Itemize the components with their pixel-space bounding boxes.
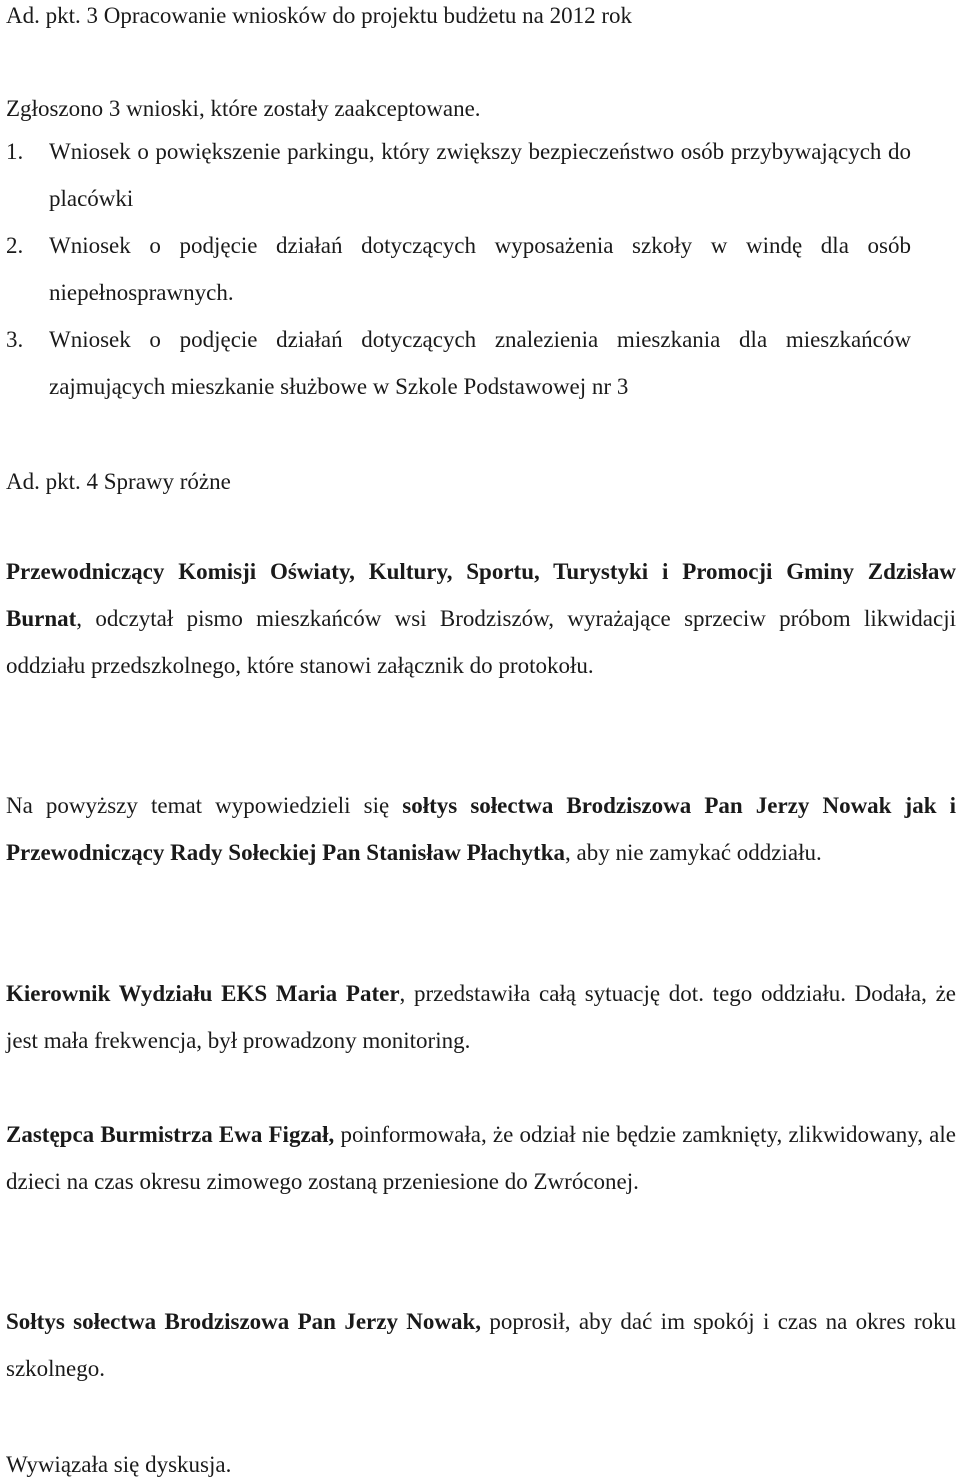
paragraph-deputy-mayor — [6, 1111, 956, 1205]
paragraph-discussion — [6, 782, 956, 876]
list-item-number: 3. — [6, 327, 24, 352]
paragraph-text: poprosił, aby dać im spokój i czas na okres roku szkolnego. — [6, 1309, 956, 1381]
list-item-text: Wniosek o podjęcie działań dotyczących znalezienia mieszkania dla mieszkańców zajmujących mieszkanie służbowe w Szkole Podstawowej nr 3 — [49, 327, 911, 399]
speaker-name: sołtys sołectwa Brodziszowa Pan Jerzy Nowak jak i Przewodniczący Rady Sołeckiej Pan Stanisław Płachytka — [6, 793, 956, 865]
list-item — [6, 222, 911, 316]
speaker-name: Przewodniczący Komisji Oświaty, Kultury, Sportu, Turystyki i Promocji Gminy Zdzisław Burnat — [6, 559, 956, 631]
paragraph-village-head — [6, 1298, 956, 1392]
paragraph-reading-letter — [6, 548, 956, 689]
paragraph-lead: Na powyższy temat wypowiedzieli się — [6, 793, 403, 818]
list-item-text: Wniosek o podjęcie działań dotyczących wyposażenia szkoły w windę dla osób niepełnosprawnych. — [49, 233, 911, 305]
list-item-text: Wniosek o powiększenie parkingu, który zwiększy bezpieczeństwo osób przybywających do placówki — [49, 139, 911, 211]
list-item — [6, 316, 911, 410]
section4-heading-prefix: Ad. pkt. 4 — [6, 469, 104, 494]
speaker-name: Kierownik Wydziału EKS Maria Pater — [6, 981, 400, 1006]
paragraph-text: , odczytał pismo mieszkańców wsi Brodziszów, wyrażające sprzeciw próbom likwidacji oddziału przedszkolnego, które stanowi załącznik do protokołu. — [6, 606, 956, 678]
section3-heading: Ad. pkt. 3 Opracowanie wniosków do projektu budżetu na 2012 rok — [6, 3, 632, 28]
list-item-number: 2. — [6, 233, 24, 258]
paragraph-closing: Wywiązała się dyskusja. — [6, 1452, 232, 1477]
list-item-number: 1. — [6, 139, 24, 164]
paragraph-department-head — [6, 970, 956, 1064]
paragraph-text: , aby nie zamykać oddziału. — [565, 840, 822, 865]
section3-intro: Zgłoszono 3 wnioski, które zostały zaakceptowane. — [6, 96, 481, 121]
paragraph-text: poinformowała, że odział nie będzie zamknięty, zlikwidowany, ale dzieci na czas okresu zimowego zostaną przeniesione do Zwróconej. — [6, 1122, 956, 1194]
speaker-name: Zastępca Burmistrza Ewa Figzał, — [6, 1122, 335, 1147]
section4-heading-title: Sprawy różne — [103, 469, 231, 494]
paragraph-text: , przedstawiła całą sytuację dot. tego oddziału. Dodała, że jest mała frekwencja, był prowadzony monitoring. — [6, 981, 956, 1053]
list-item — [6, 128, 911, 222]
proposals-list — [6, 128, 911, 410]
speaker-name: Sołtys sołectwa Brodziszowa Pan Jerzy Nowak, — [6, 1309, 482, 1334]
section4-heading — [6, 470, 231, 493]
